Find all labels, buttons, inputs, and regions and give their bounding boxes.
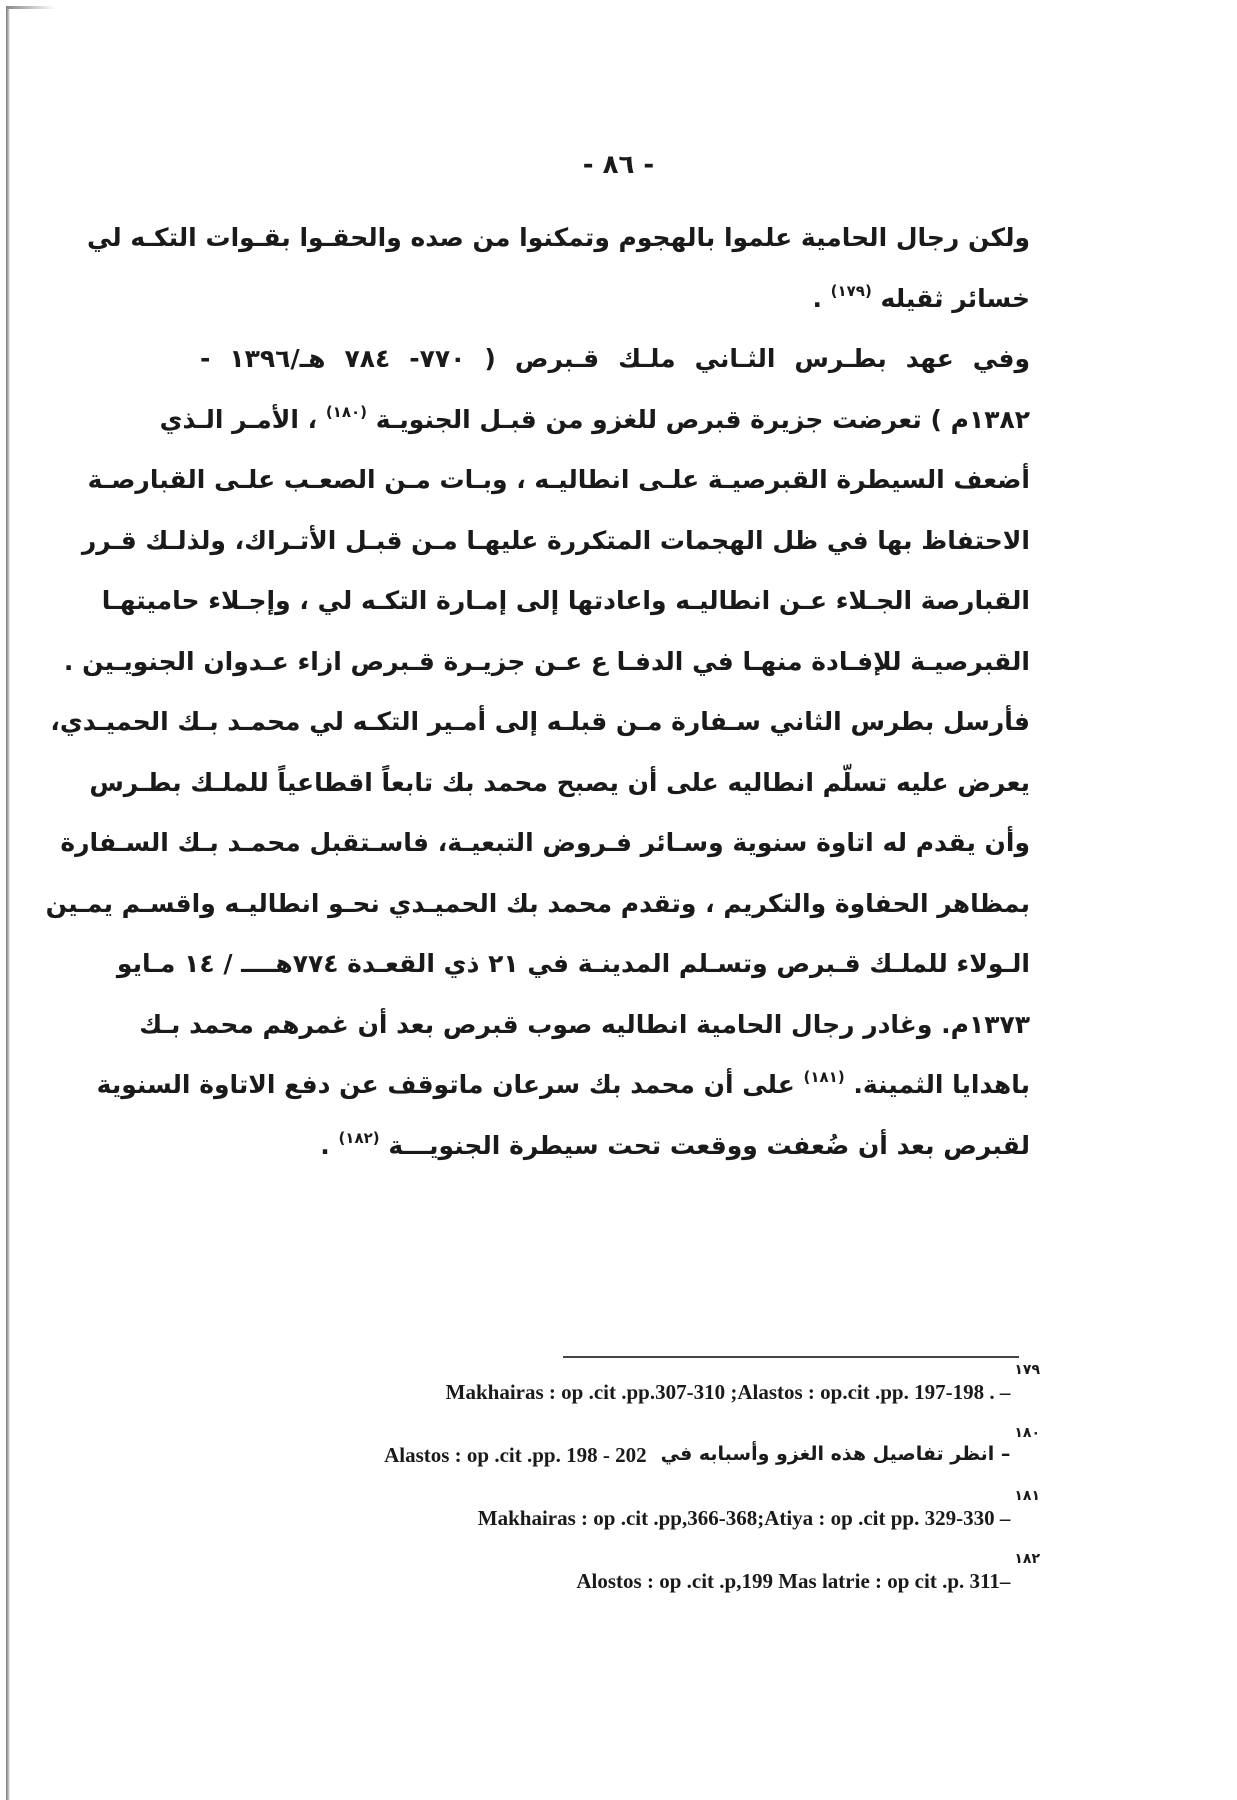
footnotes — [180, 1362, 1040, 1614]
footnote-number: ١٨٢ — [1014, 1551, 1040, 1567]
footnote-arabic-text: – انظر تفاصيل هذه الغزو وأسبابه في — [660, 1443, 1011, 1465]
footnote — [180, 1362, 1040, 1408]
page-number: - ٨٦ - — [582, 150, 655, 180]
text-line: لقبرص بعد أن ضُعفت ووقعت تحت سيطرة الجنويـــة $^{(١٨٢)}$ . — [320, 1128, 1030, 1160]
text-line: الاحتفاظ بها في ظل الهجمات المتكررة عليهـا مـن قبـل الأتـراك، ولذلـك قـرر — [81, 525, 1030, 555]
footnote — [180, 1551, 1040, 1597]
footnote — [180, 1425, 1040, 1471]
text-line: ١٣٨٢م ) تعرضت جزيرة قبرص للغزو من قبـل الجنويـة $^{(١٨٠)}$ ، الأمـر الـذي — [159, 402, 1030, 434]
text-line: القبارصة الجـلاء عـن انطاليـه واعادتها إلى إمـارة التكـه لي ، وإجـلاء حاميتهـا — [101, 586, 1030, 615]
footnote-ref[interactable]: (١٨١) — [803, 1068, 845, 1086]
text-line: فأرسل بطرس الثاني سـفارة مـن قبلـه إلى أمـير التكـه لي محمـد بـك الحميـدي، — [50, 707, 1030, 736]
footnote-text: Makhairas : op .cit .pp.307-310 ;Alastos : op.cit .pp. 197-198 . – — [445, 1380, 1011, 1404]
text-line: خسائر ثقيله $^{(١٧٩)}$ . — [812, 281, 1030, 313]
text-line: القبرصيـة للإفـادة منهـا في الدفـا ع عـن جزيـرة قـبرص ازاء عـدوان الجنويـين . — [63, 646, 1030, 676]
footnote-ref[interactable]: (١٧٩) — [830, 281, 872, 300]
text-line: يعرض عليه تسلّم انطاليه على أن يصبح محمد بك تابعاً اقطاعياً للملـك بطـرس — [89, 767, 1030, 797]
footnote — [180, 1488, 1040, 1534]
text-line: بمظاهر الحفاوة والتكريم ، وتقدم محمد بك الحميـدي نحـو انطاليـه واقسـم يمـين — [45, 888, 1030, 918]
footnote-ref[interactable]: (١٨٢) — [338, 1128, 380, 1147]
text-line: وأن يقدم له اتاوة سنوية وسـائر فـروض التبعيـة، فاسـتقبل محمـد بـك السـفارة — [60, 828, 1030, 857]
footnote-text: Makhairas : op .cit .pp,366-368;Atiya : op .cit pp. 329-330 – — [477, 1506, 1011, 1530]
text-line: وفي عهد بطـرس الثـاني ملـك قـبرص ( ٧٧٠- ٧٨٤ هـ/١٣٩٦ - — [200, 344, 1030, 373]
text-line: ١٣٧٣م. وغادر رجال الحامية انطاليه صوب قبرص بعد أن غمرهم محمد بـك — [139, 1009, 1030, 1039]
footnote-ref[interactable]: (١٨٠) — [325, 402, 367, 421]
scan-corner-shadow — [6, 6, 56, 9]
body-text — [45, 208, 1030, 1176]
footnote-number: ١٨٠ — [1014, 1425, 1040, 1441]
footnote-text: Alastos : op .cit .pp. 198 - 202 — [384, 1443, 647, 1467]
text-line: أضعف السيطرة القبرصيـة علـى انطاليـه ، وبـات مـن الصعـب علـى القبارصـة — [87, 465, 1030, 494]
footnote-number: ١٨١ — [1014, 1488, 1040, 1504]
footnote-separator — [563, 1356, 1019, 1358]
text-line: ولكن رجال الحامية علموا بالهجوم وتمكنوا من صده والحقـوا بقـوات التكـه لي — [86, 223, 1030, 252]
text-line: الـولاء للملـك قـبرص وتسـلم المدينـة في ٢١ ذي القعـدة ٧٧٤هــــ / ١٤ مـايو — [116, 949, 1030, 978]
footnote-number: ١٧٩ — [1014, 1362, 1040, 1378]
footnote-text: Alostos : op .cit .p,199 Mas latrie : op cit .p. 311– — [576, 1569, 1011, 1593]
text-line: باهدايا الثمينة. $^{(١٨١)}$ على أن محمد بك سرعان ماتوقف عن دفع الاتاوة السنوية — [96, 1068, 1030, 1099]
scan-edge-shadow — [6, 6, 10, 1800]
